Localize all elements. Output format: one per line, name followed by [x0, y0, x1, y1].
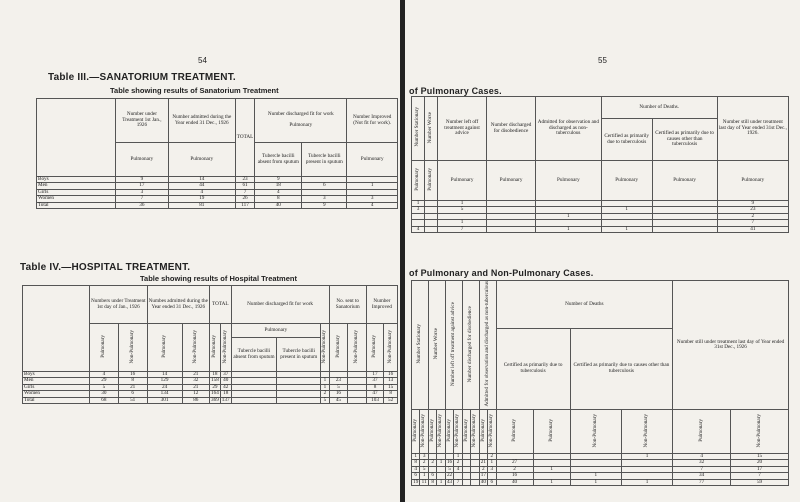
table4-title: Table IV.—HOSPITAL TREATMENT.	[20, 262, 191, 273]
sub-pulmonary: Pulmonary	[168, 143, 235, 177]
header-deaths: Number of Deaths	[496, 281, 673, 329]
header-under-treatment: Numbers under Treatment 1st day of Jan., 1926	[90, 286, 148, 324]
table-row: 4 5 5 4 2 3 2 1 7 17	[412, 466, 789, 472]
sub-pulmonary: Pulmonary	[347, 143, 398, 177]
table4-subtitle: Table showing results of Hospital Treatment	[140, 274, 297, 283]
table-row: 1 7	[412, 220, 789, 226]
header-total: TOTAL	[210, 286, 232, 324]
table3-subtitle: Table showing results of Sanatorium Treatment	[110, 86, 279, 95]
header-improved: Number Improved (Not fit for work).	[347, 99, 398, 143]
table-row: 1 1 9	[412, 201, 789, 207]
table3-title: Table III.—SANATORIUM TREATMENT.	[48, 72, 236, 83]
table-corner	[23, 286, 90, 372]
page-number-right: 55	[598, 56, 607, 65]
table-row: Boys 4 16 14 21 18 37 17 16	[23, 372, 398, 378]
right-page	[405, 0, 800, 502]
page-number-left: 54	[198, 56, 207, 65]
table-row: Women 7 19 26 8 3 3	[37, 196, 398, 202]
sanatorium-table-continued: Number Stationary Number Worse Number left off treatment against advice Number discharged for disobedience Admitted for observation and discharged as non-tuberculous Number of Deaths. Number still under treatment last day of Year ended 31st Dec., 1926. Certified as primarily due to tuberculosis Certified as primarily due to causes other than tuberculosis Pulmonary Pulmonary Pulmonary Pulmonary Pulmonary Pulmonary Pulmonary Pulmonary 1 1 9 3 5 1 23 1 2 1 7 4 7 1 1 41	[411, 96, 789, 233]
header-discharged-fit: Number discharged fit for work Pulmonary	[255, 99, 347, 143]
header-sent-sanatorium: No. sent to Sanatorium	[329, 286, 366, 324]
header-improved: Number Improved	[366, 286, 397, 324]
header-under-treatment: Number under Treatment 1st Jan., 1926	[116, 99, 169, 143]
header-admitted: Numbes admitted during the Year ended 31 Dec., 1926	[147, 286, 209, 324]
header-admitted: Number admitted during the Year ended 31 Dec., 1926	[168, 99, 235, 143]
table-row: Men 29 8 129 32 158 40 1 23 37 13	[23, 378, 398, 384]
header-total: TOTAL	[235, 99, 255, 177]
header-discharged-fit: Number discharged fit for work	[231, 286, 329, 324]
total-row: Total 36 81 117 40 9 4	[37, 202, 398, 208]
table-row: Boys 9 14 23 9	[37, 177, 398, 183]
total-row: 4 7 1 1 41	[412, 226, 789, 232]
table-row: 6 1 6 22 17 16 1 34 7	[412, 473, 789, 479]
table4-cont-title: of Pulmonary and Non-Pulmonary Cases.	[409, 268, 594, 278]
table-row: Girls 3 4 7 4	[37, 189, 398, 195]
table3-cont-title: of Pulmonary Cases.	[409, 86, 502, 96]
sub-tb-present: Tubercle bacilli present in sputum	[302, 143, 347, 177]
table-row: Girls 5 21 24 21 29 42 1 5 8 15	[23, 384, 398, 390]
table-row: 1 2	[412, 213, 789, 219]
table-row: Men 17 44 61 18 6 1	[37, 183, 398, 189]
table-corner	[37, 99, 116, 177]
sub-tb-absent: Tubercle bacilli absent from sputum	[255, 143, 302, 177]
table-row: 3 5 1 23	[412, 207, 789, 213]
table-row: Women 30 6 134 12 164 18 2 16 47 8	[23, 391, 398, 397]
hospital-table-continued: Number Stationary Number Worse Number left off treatment against advice Number discharged for disobedience Admitted for observation and discharged as non-tuberculous Number of Deaths Number still under treatment last day of Year ended 31st Dec., 1926 Certified as primarily due to tuberculosis Certified as primarily due to causes other than tuberculosis Pulmonary Non-Pulmonary Pulmonary Non-Pulmonary Pulmonary Non-Pulmonary Pulmonary Non-Pulmonary Pulmonary Non-Pulmonary Pulmonary Pulmonary Non-Pulmonary Non-Pulmonary Pulmonary Non-Pulmonary 1 3 1 2 1 4 15 8 2 2 1 16 2 21 1 27 32 20 4 5 5 4 2 3 2 1 7 17 6 1 6 22 17 16 1 34 7 19 11 8 1 43 7 40 6 40 1 1 1 77 59	[411, 280, 789, 486]
header-deaths: Number of Deaths.	[601, 97, 717, 119]
table-row: 8 2 2 1 16 2 21 1 27 32 20	[412, 460, 789, 466]
table-row: 1 3 1 2 1 4 15	[412, 453, 789, 459]
sanatorium-table	[36, 98, 398, 209]
hospital-table: Numbers under Treatment 1st day of Jan., 1926 Numbes admitted during the Year ended 31 Dec., 1926 TOTAL Number discharged fit for work No. sent to Sanatorium Number Improved Pulmonary Non-Pulmonary Pulmonary Non-Pulmonary Pulmonary Non-Pulmonary Pulmonary Non-Pulmonary Pulmonary Non-Pulmonary Pulmonary Non-Pulmonary Tubercle bacilli absent from sputum Tubercle bacilli present in sputum Boys 4 16 14 21 18 37 17 16 Men 29 8 129 32 158 40 1 23 37 13 Girls 5 21 24 21 29 42 1 5 8 15 Women 30 6 134 12 164 18 2 16 47 8 Total 68 51 301 86 369 137 5 45 103 52	[22, 285, 398, 404]
total-row: 19 11 8 1 43 7 40 6 40 1 1 1 77 59	[412, 479, 789, 485]
total-row: Total 68 51 301 86 369 137 5 45 103 52	[23, 397, 398, 403]
sub-pulmonary: Pulmonary	[116, 143, 169, 177]
